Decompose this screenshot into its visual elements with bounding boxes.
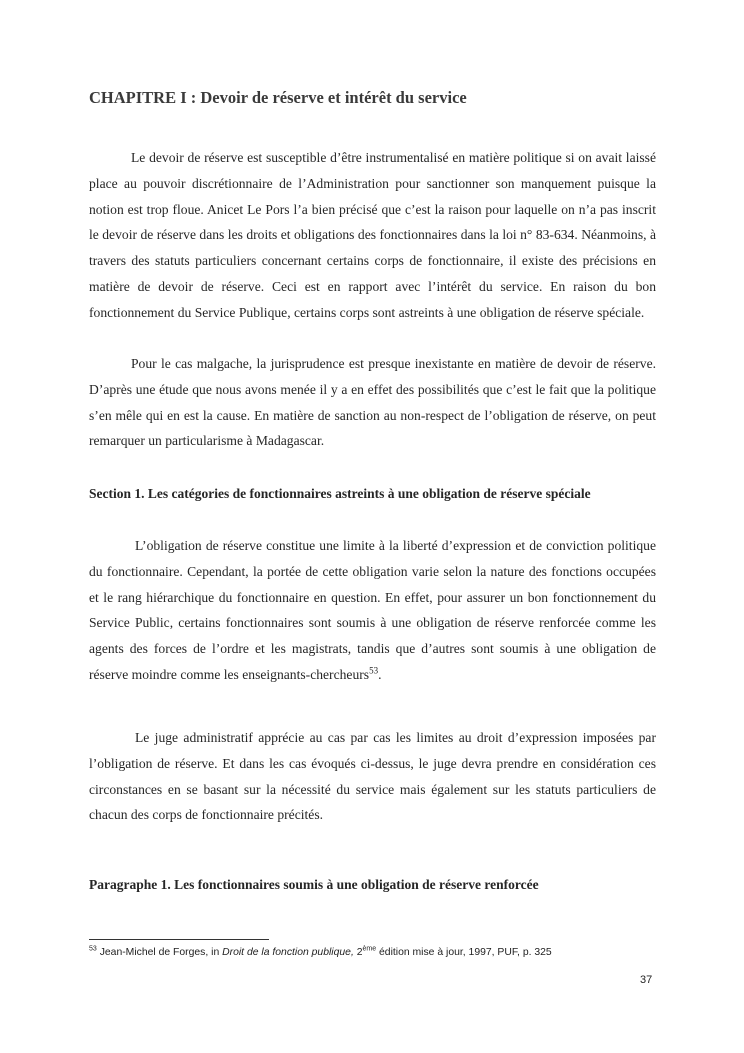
section-paragraph-1-end: . [378,666,382,682]
section-paragraph-1 [89,533,656,688]
paragraph-title: Paragraphe 1. Les fonctionnaires soumis à une obligation de réserve renforcée [89,877,539,892]
chapter-title: CHAPITRE I : Devoir de réserve et intérêt du service [89,88,467,107]
footnote-number: 53 [89,945,97,953]
page-number: 37 [640,974,653,986]
footnote-edition-superscript: ème [362,945,377,953]
footnote [89,947,552,958]
intro-paragraph-1 [89,145,656,326]
footnote-edition-number: 2 [353,947,363,958]
section-title: Section 1. Les catégories de fonctionnaires astreints à une obligation de réserve spéciale [89,486,591,501]
footnote-reference[interactable]: 53 [369,665,379,676]
footnote-book-title: Droit de la fonction publique, [222,947,354,958]
section-paragraph-1-text: L’obligation de réserve constitue une limite à la liberté d’expression et de conviction politique du fonctionnaire. Cependant, la portée de cette obligation varie selon la nature des fonctions occupées et le rang hiérarchique du fonctionnaire en question. En effet, pour assurer un bon fonctionnement du Service Public, certains fonctionnaires sont soumis à une obligation de réserve renforcée comme les agents des forces de l’ordre et les magistrats, tandis que d’autres sont soumis à une obligation de réserve moindre comme les enseignants-chercheurs [89,538,656,682]
footnote-author: Jean-Michel de Forges, in [99,947,223,958]
section-paragraph-2 [89,725,656,828]
footnote-divider [89,939,269,940]
intro-paragraph-2 [89,351,656,454]
intro-paragraph-2-text: Pour le cas malgache, la jurisprudence est presque inexistante en matière de devoir de réserve. D’après une étude que nous avons menée il y a en effet des possibilités que c’est le fait que la politique s’en mêle qui en est la cause. En matière de sanction au non-respect de l’obligation de réserve, on peut remarquer un particularisme à Madagascar. [89,356,656,449]
footnote-publication-details: édition mise à jour, 1997, PUF, p. 325 [376,947,552,958]
section-paragraph-2-text: Le juge administratif apprécie au cas par cas les limites au droit d’expression imposées par l’obligation de réserve. Et dans les cas évoqués ci-dessus, le juge devra prendre en considération ces circonstances en se basant sur la nécessité du service mais également sur les statuts particuliers de chacun des corps de fonctionnaire précités. [89,730,656,823]
intro-paragraph-1-text: Le devoir de réserve est susceptible d’être instrumentalisé en matière politique si on avait laissé place au pouvoir discrétionnaire de l’Administration pour sanctionner son manquement puisque la notion est trop floue. Anicet Le Pors l’a bien précisé que c’est la raison pour laquelle on n’a pas inscrit le devoir de réserve dans les droits et obligations des fonctionnaires dans la loi n° 83-634. Néanmoins, à travers des statuts particuliers concernant certains corps de fonctionnaire, il existe des précisions en matière de devoir de réserve. Ceci est en rapport avec l’intérêt du service. En raison du bon fonctionnement du Service Publique, certains corps sont astreints à une obligation de réserve spéciale. [89,150,656,320]
